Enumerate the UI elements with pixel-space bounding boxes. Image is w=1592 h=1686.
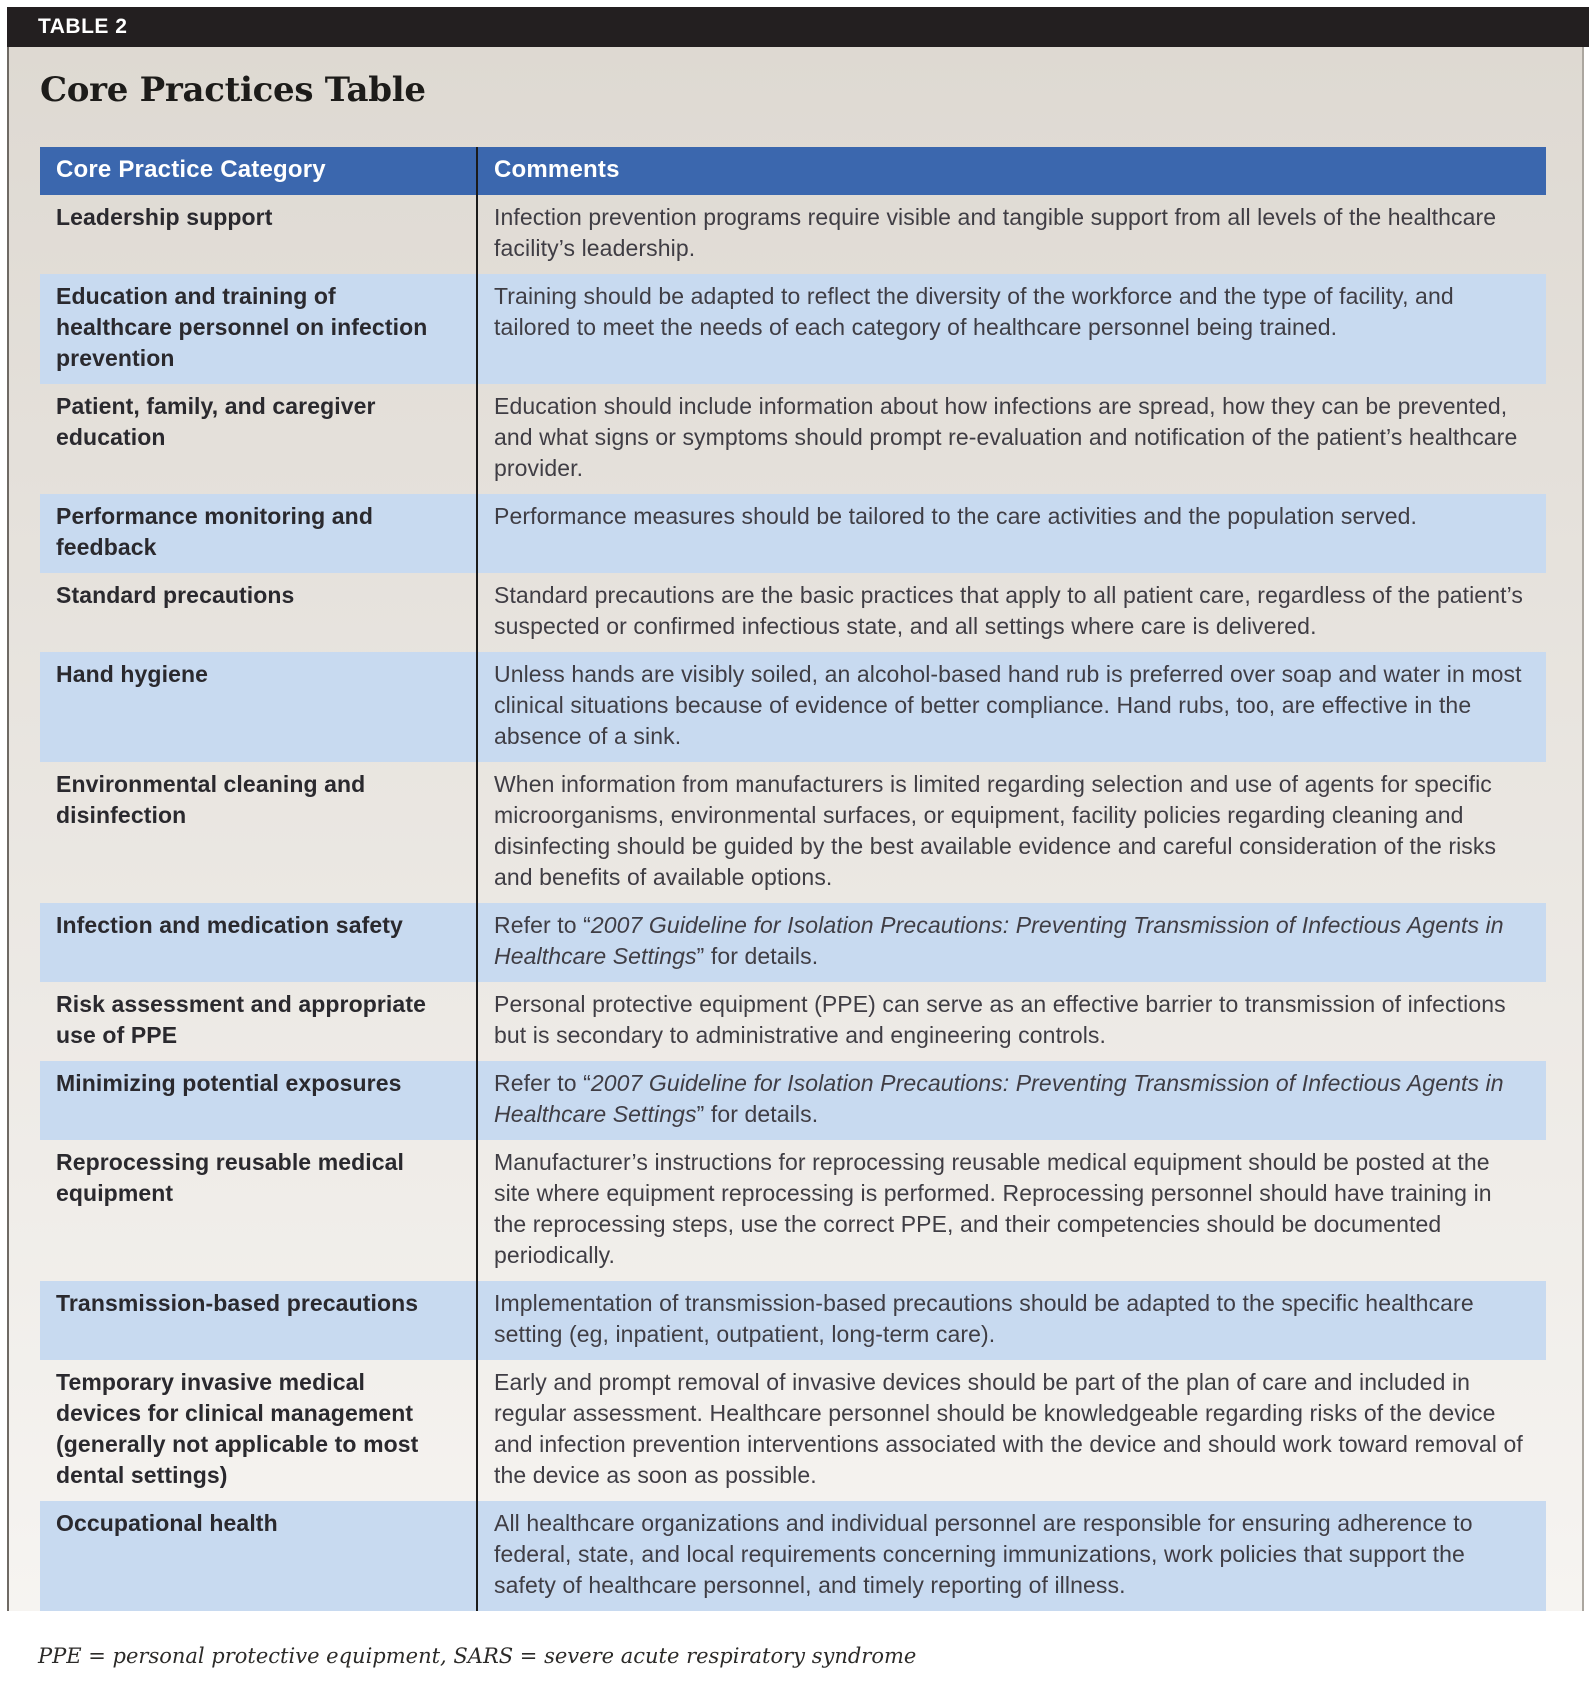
category-cell: Performance monitoring and feedback: [56, 503, 373, 560]
content-panel: [7, 47, 1584, 1611]
comment-text-italic: 2007 Guideline for Isolation Precautions: Preventing Transmission of Infectious Agents in Healthcare Settings: [494, 1070, 1504, 1127]
category-cell: Leadership support: [56, 204, 273, 230]
category-cell: Infection and medication safety: [56, 912, 403, 938]
comment-text: Refer to “: [494, 1070, 591, 1096]
table-row: [40, 1061, 1546, 1140]
category-cell: Risk assessment and appropriate use of PPE: [56, 991, 426, 1048]
comment-text: Unless hands are visibly soiled, an alcohol-based hand rub is preferred over soap and water in most clinical situations because of evidence of better compliance. Hand rubs, too, are effective in the absence of a sink.: [494, 661, 1522, 749]
comment-cell: [477, 195, 1546, 274]
comment-cell: [477, 1140, 1546, 1281]
comment-cell: [477, 903, 1546, 982]
table-row: [40, 1360, 1546, 1501]
comment-text: Training should be adapted to reflect the diversity of the workforce and the type of facility, and tailored to meet the needs of each category of healthcare personnel being trained.: [494, 283, 1454, 340]
category-cell: Environmental cleaning and disinfection: [56, 771, 366, 828]
comment-text: When information from manufacturers is limited regarding selection and use of agents for specific microorganisms, environmental surfaces, or equipment, facility policies regarding cleaning and disinfecting should be guided by the best available evidence and careful consideration of the risks and benefits of available options.: [494, 771, 1497, 890]
category-cell: Minimizing potential exposures: [56, 1070, 402, 1096]
category-cell: Education and training of healthcare personnel on infection prevention: [56, 283, 428, 371]
comment-cell: [477, 1360, 1546, 1501]
table-label-bar: [7, 7, 1589, 47]
table-row: [40, 652, 1546, 762]
table-row: [40, 573, 1546, 652]
comment-text-italic: 2007 Guideline for Isolation Precautions: Preventing Transmission of Infectious Agents in Healthcare Settings: [494, 912, 1504, 969]
comment-cell: [477, 573, 1546, 652]
core-practices-table: [40, 147, 1546, 1611]
comment-text: Standard precautions are the basic practices that apply to all patient care, regardless of the patient’s suspected or confirmed infectious state, and all settings where care is delivered.: [494, 582, 1523, 639]
table-row: [40, 195, 1546, 274]
category-cell: Patient, family, and caregiver education: [56, 393, 376, 450]
column-header-category: Core Practice Category: [40, 147, 477, 195]
category-cell: Transmission-based precautions: [56, 1290, 419, 1316]
comment-text: Personal protective equipment (PPE) can serve as an effective barrier to transmission of infections but is secondary to administrative and engineering controls.: [494, 991, 1506, 1048]
table-row: [40, 903, 1546, 982]
table-row: [40, 384, 1546, 494]
comment-text: Education should include information about how infections are spread, how they can be prevented, and what signs or symptoms should prompt re-evaluation and notification of the patient’s healthcare provider.: [494, 393, 1518, 481]
comment-cell: [477, 1281, 1546, 1360]
comment-text: Early and prompt removal of invasive devices should be part of the plan of care and included in regular assessment. Healthcare personnel should be knowledgeable regarding risks of the device and infection prevention interventions associated with the device and should work toward removal of the device as soon as possible.: [494, 1369, 1523, 1488]
comment-cell: [477, 982, 1546, 1061]
comment-text: Performance measures should be tailored to the care activities and the population served.: [494, 503, 1418, 529]
comment-text: Refer to “: [494, 912, 591, 938]
comment-cell: [477, 1501, 1546, 1611]
category-cell: Reprocessing reusable medical equipment: [56, 1149, 405, 1206]
table-row: [40, 982, 1546, 1061]
comment-cell: [477, 274, 1546, 384]
table-row: [40, 274, 1546, 384]
comment-text: ” for details.: [696, 943, 819, 969]
table-row: [40, 1140, 1546, 1281]
table-row: [40, 494, 1546, 573]
table-header-row: [40, 147, 1546, 195]
category-cell: Temporary invasive medical devices for clinical management (generally not applicable to most dental settings): [56, 1369, 419, 1488]
comment-cell: [477, 384, 1546, 494]
column-header-comments: Comments: [477, 147, 1546, 195]
page-title: Core Practices Table: [40, 70, 426, 110]
comment-cell: [477, 762, 1546, 903]
table-row: [40, 1281, 1546, 1360]
comment-text: Implementation of transmission-based precautions should be adapted to the specific healthcare setting (eg, inpatient, outpatient, long-term care).: [494, 1290, 1474, 1347]
table-row: [40, 762, 1546, 903]
comment-cell: [477, 1061, 1546, 1140]
comment-cell: [477, 652, 1546, 762]
comment-text: Manufacturer’s instructions for reprocessing reusable medical equipment should be posted at the site where equipment reprocessing is performed. Reprocessing personnel should have training in the reprocessing steps, use the correct PPE, and their competencies should be documented periodically.: [494, 1149, 1492, 1268]
comment-text: ” for details.: [696, 1101, 819, 1127]
comment-text: All healthcare organizations and individual personnel are responsible for ensuring adherence to federal, state, and local requirements concerning immunizations, work policies that support the safety of healthcare personnel, and timely reporting of illness.: [494, 1510, 1473, 1598]
category-cell: Occupational health: [56, 1510, 278, 1536]
comment-text: Infection prevention programs require visible and tangible support from all levels of the healthcare facility’s leadership.: [494, 204, 1497, 261]
footnote: PPE = personal protective equipment, SARS = severe acute respiratory syndrome: [38, 1644, 917, 1668]
table-label: TABLE 2: [38, 15, 128, 38]
category-cell: Hand hygiene: [56, 661, 209, 687]
comment-cell: [477, 494, 1546, 573]
table-row: [40, 1501, 1546, 1611]
table-body: [40, 195, 1546, 1611]
category-cell: Standard precautions: [56, 582, 295, 608]
